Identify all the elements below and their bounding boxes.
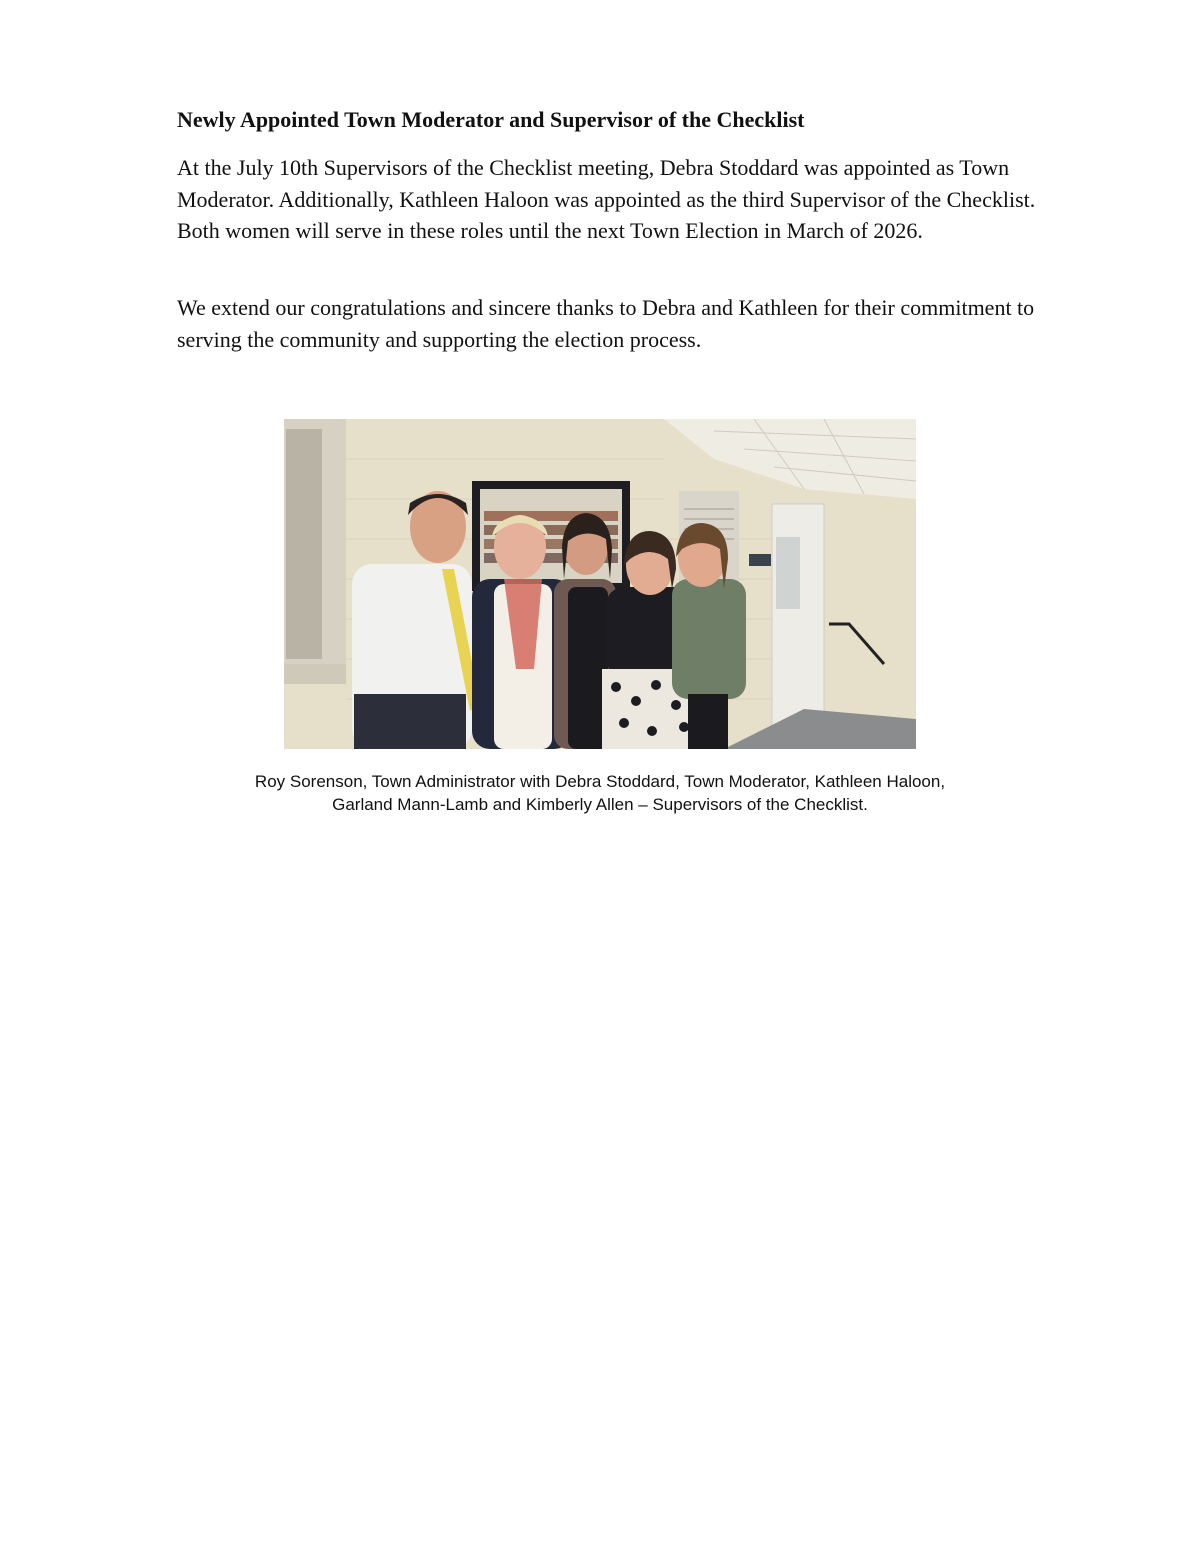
door-sign — [749, 554, 771, 566]
left-window-glass — [286, 429, 322, 659]
photo-caption-line-1: Roy Sorenson, Town Administrator with Debra Stoddard, Town Moderator, Kathleen Haloon, — [254, 772, 946, 791]
photo-caption-line-2: Garland Mann-Lamb and Kimberly Allen – Supervisors of the Checklist. — [332, 795, 868, 814]
article-paragraph-2: We extend our congratulations and sincere thanks to Debra and Kathleen for their commitment to serving the community and supporting the election process. — [177, 295, 1035, 352]
group-photo — [284, 419, 916, 749]
article-heading: Newly Appointed Town Moderator and Supervisor of the Checklist — [177, 107, 805, 132]
photo-caption — [150, 770, 1050, 816]
left-window-sill — [284, 664, 346, 684]
door-window — [776, 537, 800, 609]
article-paragraph-1: At the July 10th Supervisors of the Checklist meeting, Debra Stoddard was appointed as Town Moderator. Additionally, Kathleen Haloon was appointed as the third Supervisor of the Checklist. Both women will serve in these roles until the next Town Election in March of 2026. — [177, 155, 1036, 243]
group-photo-illustration — [284, 419, 916, 749]
